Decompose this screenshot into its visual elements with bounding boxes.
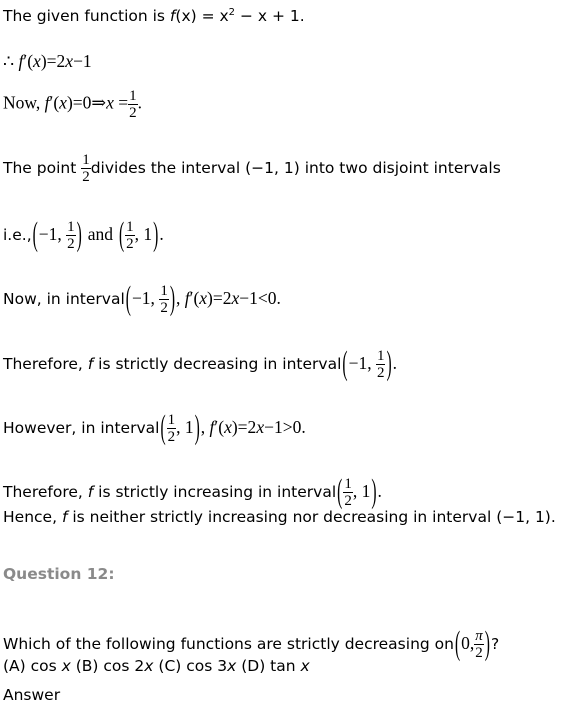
answer-label: Answer (3, 686, 61, 704)
intervals-line: i.e.,(−1, $\frac{1}{2}$ ) and ( $\frac{1}{2}$ , 1). (3, 215, 164, 254)
strictly-decreasing-line: Therefore, f is strictly decreasing in interval(−1, $\frac{1}{2}$ ). (3, 344, 397, 383)
fraction: $\frac{1}{2}$ (126, 219, 134, 252)
fraction: $\frac{1}{2}$ (67, 219, 75, 252)
options-line: (A) cos x (B) cos 2x (C) cos 3x (D) tan x (3, 657, 310, 675)
critical-point-line: Now, f′(x)=0⇒x = $\frac{1}{2}$ . (3, 88, 142, 121)
question-text-line: Which of the following functions are strictly decreasing on(0, $\frac{\pi}{2}$ )? (3, 624, 500, 663)
fraction: $\frac{1}{2}$ (167, 412, 176, 445)
fraction: $\frac{1}{2}$ (160, 283, 168, 316)
interval-derivative-negative-line: Now, in interval(−1, $\frac{1}{2}$ ), f′(x)=2x−1<0. (3, 279, 281, 318)
point-divides-line: The point $\frac{1}{2}$ divides the interval (−1, 1) into two disjoint intervals (3, 152, 501, 185)
conclusion-line: Hence, f is neither strictly increasing nor decreasing in interval (−1, 1). (3, 508, 556, 526)
fraction: $\frac{1}{2}$ (376, 348, 385, 381)
strictly-increasing-line: Therefore, f is strictly increasing in interval( $\frac{1}{2}$ , 1). (3, 472, 382, 511)
fraction: $\frac{1}{2}$ (129, 88, 137, 121)
fraction: $\frac{\pi}{2}$ (475, 628, 483, 661)
fraction: $\frac{1}{2}$ (344, 476, 352, 509)
derivative-line: ∴ f′(x)=2x−1 (3, 51, 92, 71)
function-definition-line: The given function is $f(x) = x^2 - x + 1$. (3, 7, 305, 26)
interval-derivative-positive-line: However, in interval( $\frac{1}{2}$ , 1), f′(x)=2x−1>0. (3, 408, 306, 447)
fraction: $\frac{1}{2}$ (82, 152, 90, 185)
question-heading: Question 12: (3, 565, 115, 583)
